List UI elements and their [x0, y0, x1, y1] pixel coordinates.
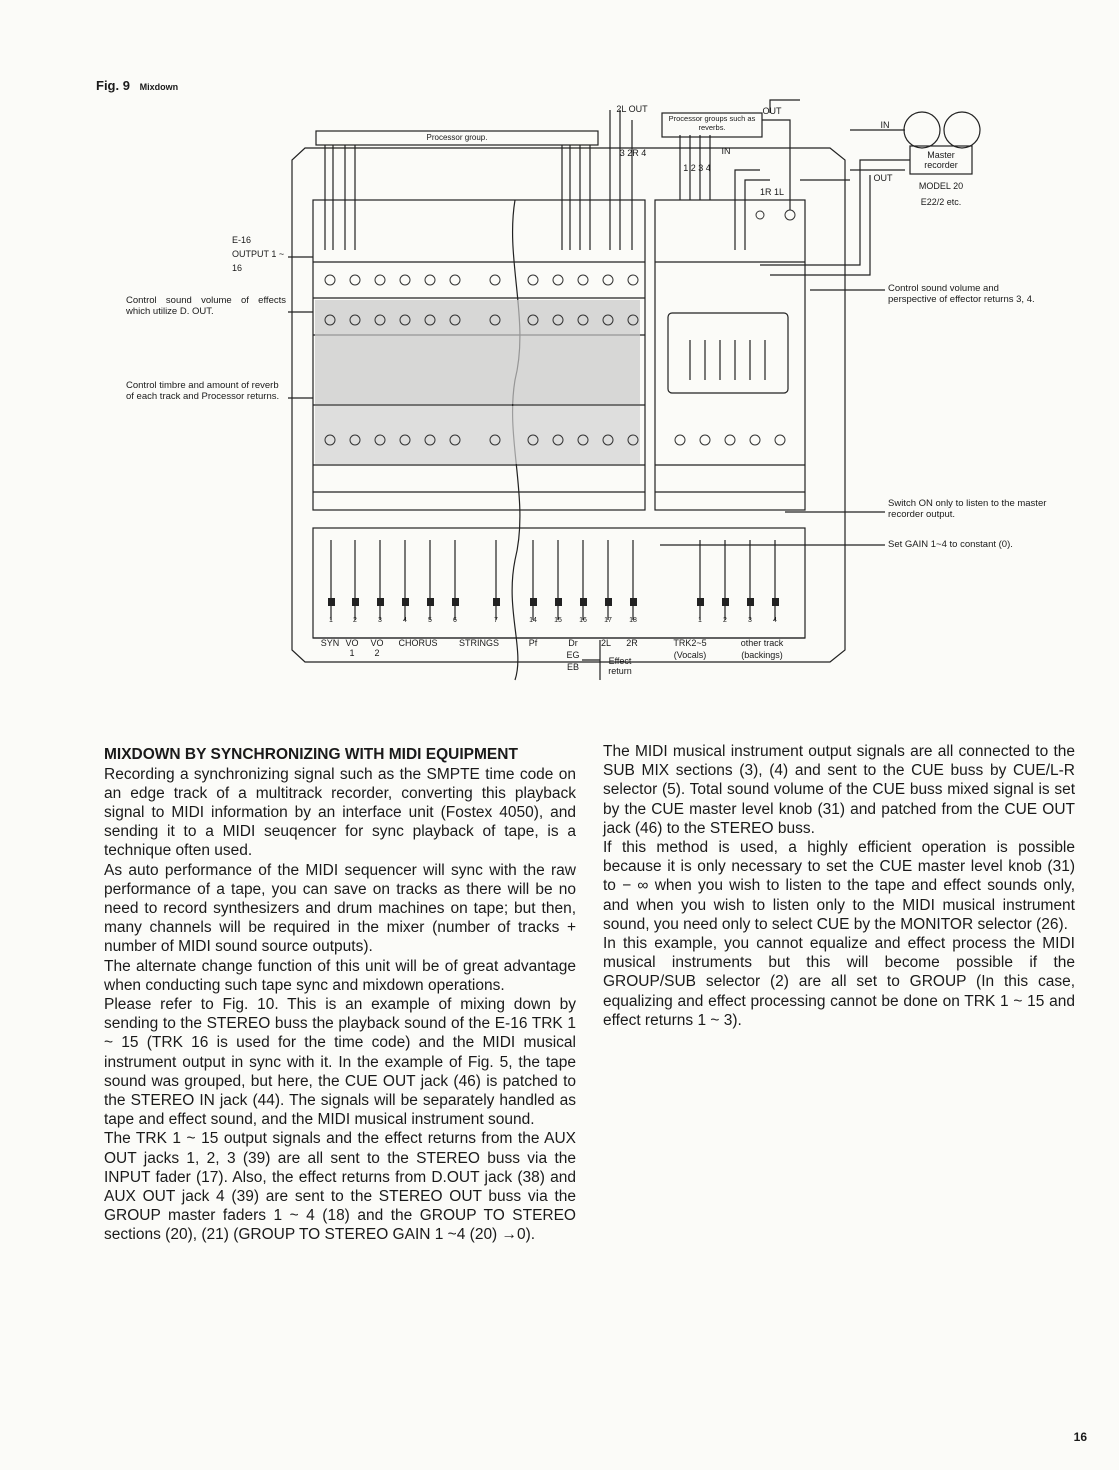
paragraph: The alternate change function of this unit will be of great advantage when conducting such tape sync and mixdown operations. [104, 957, 576, 994]
label-vo1: VO 1 [345, 638, 359, 658]
fader-number: 15 [554, 617, 562, 624]
model-label: MODEL 20 [918, 181, 964, 191]
paragraph: Recording a synchronizing signal such as the SMPTE time code on an edge track of a multitrack recorder, converting this playback signal to MIDI information by an interface unit (Fostex 4050), and sending it to a MIDI seuqencer for sync playback of tape, is a technique often used. [104, 765, 576, 860]
master-recorder-label: Master recorder [924, 150, 958, 170]
reel-left [904, 112, 940, 148]
recorder-out-label: OUT [873, 173, 893, 183]
paragraph: The TRK 1 ~ 15 output signals and the effect returns from the AUX OUT jacks 1, 2, 3 (39) are all sent to the STEREO buss via the INPUT fader (17). Also, the effect returns from D.OUT jack (38) and AUX OUT jack 4 (39) are sent to the STEREO OUT buss via the GROUP master faders 1 ~ 4 (18) and the GROUP TO STEREO sections (20), (21) (GROUP TO STEREO GAIN 1 ~4 (20) →0). [104, 1130, 576, 1244]
annotation-switch: Switch ON only to listen to the master recorder output. [888, 498, 1047, 520]
label-backings: (backings) [741, 650, 783, 660]
return-numbers-label: 1 2 3 4 [683, 163, 711, 173]
label-trk: TRK2~5 [673, 638, 707, 648]
figure-caption: Mixdown [139, 82, 179, 92]
out-top-label: OUT [762, 106, 782, 116]
label-syn: SYN [320, 638, 340, 648]
e16-output-label: E-16 OUTPUT 1 ~ 16 [232, 235, 285, 273]
label-chorus: CHORUS [398, 638, 438, 648]
label-other-track: other track [740, 638, 784, 648]
recorder-in-label: IN [880, 120, 890, 130]
ch-2r-label: 2R [627, 148, 639, 158]
fader-number: 4 [403, 617, 407, 624]
label-eb: EB [566, 662, 579, 672]
processor-groups-label: Processor groups such as reverbs. [668, 114, 756, 132]
annotation-gain: Set GAIN 1~4 to constant (0). [888, 539, 1013, 550]
fader-number: 18 [629, 617, 637, 624]
label-vocals: (Vocals) [673, 650, 707, 660]
page-number: 16 [1073, 1430, 1087, 1444]
channel-label-group [608, 148, 658, 158]
fader-number: 3 [748, 617, 752, 624]
ch-3-label: 3 [619, 148, 625, 158]
fader-number: 2 [353, 617, 357, 624]
lr-label: 1R 1L [759, 187, 785, 197]
label-effect-return: Effect return [608, 656, 632, 676]
label-vo2: VO 2 [370, 638, 384, 658]
label-dr: Dr [568, 638, 578, 648]
mixer-diagram [0, 0, 1119, 720]
fader-number: 5 [428, 617, 432, 624]
ch-4-label: 4 [641, 148, 647, 158]
fader-number: 7 [494, 617, 498, 624]
fader-number: 16 [579, 617, 587, 624]
out-2l-label: 2L OUT [616, 104, 648, 114]
annotation-returns: Control sound volume and perspective of effector returns 3, 4. [888, 283, 1035, 305]
processor-group-label: Processor group. [426, 133, 488, 142]
figure-number: Fig. 9 [96, 78, 130, 93]
fader-number: 17 [604, 617, 612, 624]
in-top-label: IN [721, 146, 731, 156]
label-2r: 2R [626, 638, 638, 648]
paragraph: If this method is used, a highly efficient operation is possible because it is only necessary to set the CUE master level knob (31) to − ∞ when you wish to listen to the tape and effect sounds only, and when you wish to listen only to the MIDI musical instrument sound, you need only to select CUE by the MONITOR selector (26). [603, 839, 1075, 933]
left-column [104, 745, 576, 1245]
label-pf: Pf [528, 638, 538, 648]
level-meter [668, 313, 788, 393]
model-etc-label: E22/2 etc. [920, 197, 962, 207]
fader-number: 14 [529, 617, 537, 624]
fader-number: 3 [378, 617, 382, 624]
fader-number: 2 [723, 617, 727, 624]
label-2l: 2L [600, 638, 611, 648]
reel-right [944, 112, 980, 148]
fader-number: 1 [698, 617, 702, 624]
paragraph: Please refer to Fig. 10. This is an example of mixing down by sending to the STEREO buss the playback sound of the E-16 TRK 1 ~ 15 (TRK 16 is used for the time code) and the MIDI musical instrument output in sync with it. In the example of Fig. 5, the tape sound was grouped, but here, the CUE OUT jack (46) is patched to the STEREO IN jack (44). The signals will be separately handled as tape and effect sound, and the MIDI musical instrument sound. [104, 995, 576, 1129]
fader-number: 4 [773, 617, 777, 624]
fader-number: 6 [453, 617, 457, 624]
annotation-dout: Control sound volume of effects which utilize D. OUT. [126, 295, 286, 317]
right-column [603, 742, 1075, 1030]
label-strings: STRINGS [458, 638, 499, 648]
master-section-area [655, 200, 805, 510]
paragraph: In this example, you cannot equalize and effect process the MIDI musical instruments but this will become possible if the GROUP/SUB selector (2) are all set to GROUP (In this case, equalizing and effect processing cannot be done on TRK 1 ~ 15 and effect returns 1 ~ 3). [603, 935, 1075, 1029]
label-eg: EG [566, 650, 580, 660]
paragraph: The MIDI musical instrument output signals are all connected to the SUB MIX sections (3), (4) and sent to the CUE buss by CUE/L-R selector (5). Total sound volume of the CUE buss mixed signal is set by the CUE master level knob (31) and patched from the CUE OUT jack (46) to the STEREO buss. [603, 743, 1075, 837]
section-heading: MIXDOWN BY SYNCHRONIZING WITH MIDI EQUIPMENT [104, 746, 518, 763]
paragraph: As auto performance of the MIDI sequencer will sync with the raw performance of a tape, you can save on tracks as there will be no need to record synthesizers and drum machines on tape; but then, many channels will be required in the mixer (number of tracks + number of MIDI sound source outputs). [104, 861, 576, 956]
annotation-timbre: Control timbre and amount of reverb of each track and Processor returns. [126, 380, 280, 402]
fader-number: 1 [329, 617, 333, 624]
